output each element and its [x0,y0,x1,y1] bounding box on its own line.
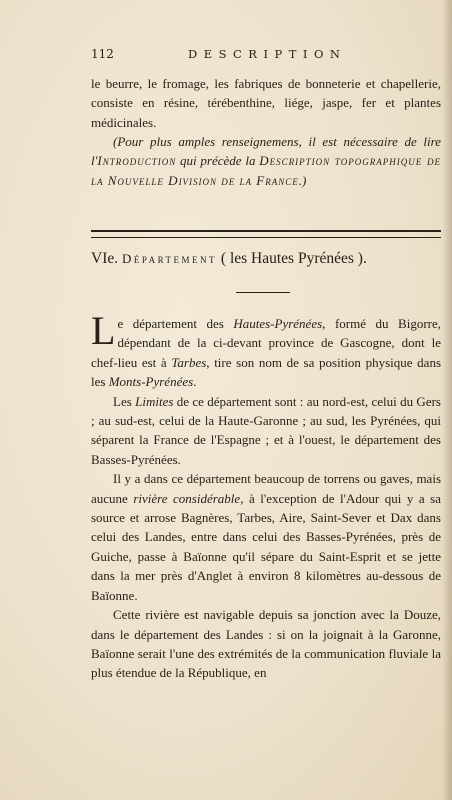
paragraph-2 [91,392,441,470]
heading-underline-rule [236,292,290,293]
p3-text-a: Il y a dans ce département beaucoup de torrens ou gaves, mais aucune [91,471,441,506]
running-header [91,47,441,65]
editorial-note [91,132,441,190]
p2-limites: Limites [135,393,174,409]
note-ref-description: Description topographique de la Nouvelle Division de la France [91,153,441,188]
page-number: 112 [91,47,114,61]
p1-tarbes: Tarbes [171,354,207,370]
running-title: DESCRIPTION [188,47,347,61]
section-number: VIe. [91,250,119,267]
note-part2: qui précède la [176,153,260,169]
p1-text-g: . [193,374,197,390]
p3-text-c: , à l'exception de l'Adour qui y a sa source et arrose Bagnères, Tarbes, Aire, Saint-Sever et Dax dans celui des Landes, entre dans celui des Basses-Pyrénées, près de Guiche, passe à Baïonne qu'il sépare du Saint-Esprit et se jette dans la mer près d'Anglet à environ 8 kilomètres au-dessous de Baïonne. [91,490,441,603]
p2-text-c: de ce département sont : au nord-est, celui du Gers ; au sud-est, celui de la Haute-Garonne ; au sud, les Pyrénées, qui séparent la France de l'Espagne ; et à l'ouest, le département des Basses-Pyrénées. [91,393,441,467]
paragraph-1 [91,308,441,392]
p1-monts-pyrenees: Monts-Pyrénées [108,374,194,390]
p3-riviere-considerable: rivière considérable [133,490,241,506]
p1-hautes-pyrenees: Hautes-Pyrénées [233,316,323,331]
section-heading [91,250,441,268]
paragraph-4 [91,605,441,683]
p1-text-a: e département des [117,316,234,331]
p2-text-a: Les [113,393,136,409]
body-text [91,308,441,683]
note-part1: (Pour plus amples renseignemens, il est nécessaire de lire l' [91,134,441,169]
p1-text-e: , tire son nom de sa position physique dans les [91,354,441,390]
note-ref-introduction: Introduction [97,153,177,169]
p4-text-a: Cette rivière est navigable depuis sa jonction avec la Douze, dans le département des Landes : si on la joignait à la Garonne, Baïonne serait l'une des extrémités de la communication fluviale la plus étendue de la République, en [91,607,441,681]
note-part3: .) [298,172,307,188]
drop-cap-letter: L [91,308,116,353]
intro-text [91,74,441,132]
intro-paragraph: le beurre, le fromage, les fabriques de bonneterie et chapellerie, consiste en résine, térébenthine, liége, jaspe, fer et plantes médicinales. [91,76,441,130]
section-dept-name: ( les Hautes Pyrénées ). [220,250,367,267]
paragraph-3 [91,469,441,605]
note-paragraph [91,132,441,190]
p1-text-c: , formé du Bigorre, dépendant de la ci-devant province de Gascogne, dont le chef-lieu est à [91,316,441,370]
section-dept-word: Département [122,251,218,266]
section-divider-double-rule [91,230,441,238]
page-gutter-shadow [442,0,452,800]
